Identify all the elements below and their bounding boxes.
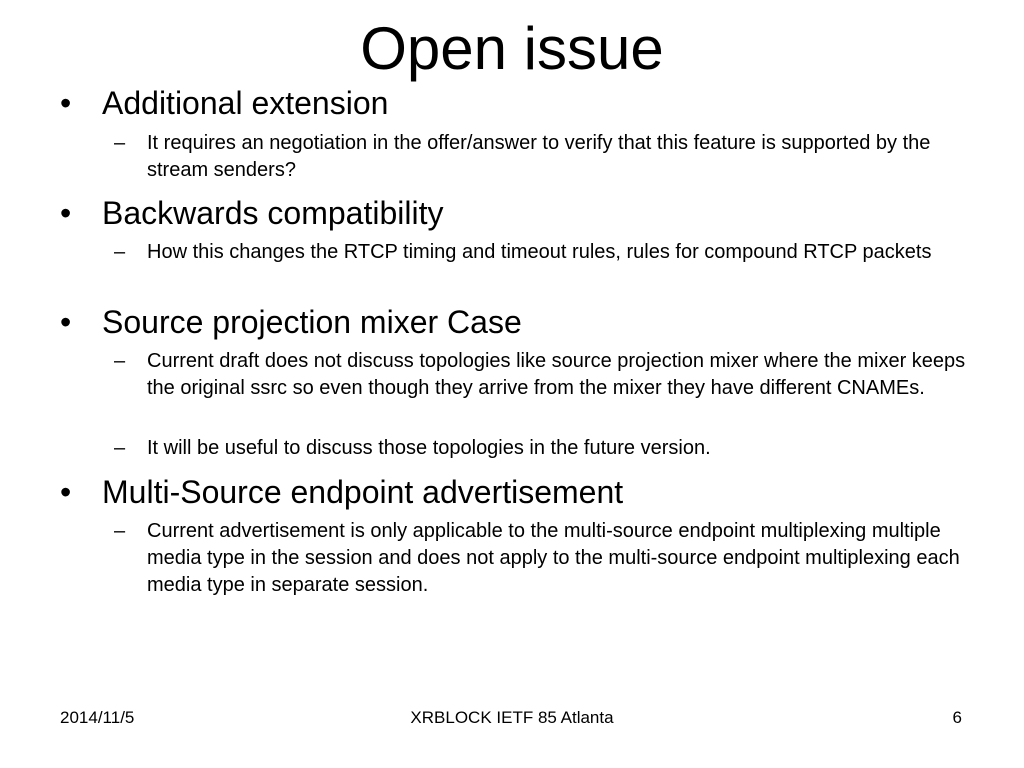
footer-event: XRBLOCK IETF 85 Atlanta (410, 708, 614, 727)
sub-bullet-dash: – (114, 132, 126, 154)
bullet-dot: • (60, 474, 72, 510)
bullet-label: Backwards compatibility (102, 195, 444, 231)
slide-footer (0, 706, 1024, 730)
sub-bullet-text: It requires an negotiation in the offer/answer to verify that this feature is supported by the stream senders? (147, 132, 931, 181)
bullet-dot: • (60, 85, 72, 121)
bullet-dot: • (60, 304, 72, 340)
bullet-label: Source projection mixer Case (102, 304, 522, 340)
bullet-dot: • (60, 195, 72, 231)
slide-title: Open issue (360, 15, 664, 82)
footer-date: 2014/11/5 (60, 708, 135, 727)
sub-bullet-dash: – (114, 350, 126, 372)
sub-bullet-dash: – (114, 241, 126, 263)
bullet-label: Additional extension (102, 85, 389, 121)
sub-bullet-dash: – (114, 437, 126, 459)
bullet-label: Multi-Source endpoint advertisement (102, 474, 624, 510)
sub-bullet-text: Current draft does not discuss topologies like source projection mixer where the mixer keeps the original ssrc so even though they arrive from the mixer they have different CNAMEs. (147, 350, 966, 399)
footer-page-number: 6 (952, 708, 962, 727)
sub-bullet-text: Current advertisement is only applicable to the multi-source endpoint multiplexing multiple media type in the session and does not apply to the multi-source endpoint multiplexing each media type in separate session. (147, 520, 960, 596)
sub-bullet-text: How this changes the RTCP timing and timeout rules, rules for compound RTCP packets (147, 241, 932, 263)
sub-bullet-dash: – (114, 520, 126, 542)
sub-bullet-text: It will be useful to discuss those topologies in the future version. (147, 437, 711, 459)
